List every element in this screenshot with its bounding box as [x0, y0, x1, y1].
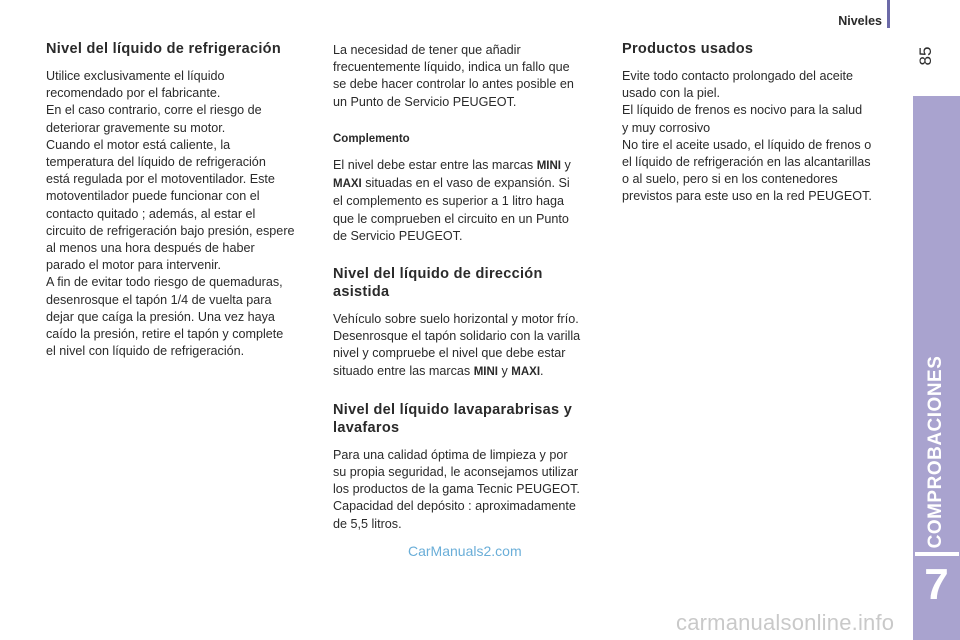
coolant-text: [46, 68, 322, 360]
column-coolant: [46, 40, 322, 360]
text-line: temperatura del líquido de refrigeración: [46, 155, 266, 170]
text-line: desenrosque el tapón 1/4 de vuelta para: [46, 292, 272, 307]
section-washer-fluid: [333, 401, 609, 533]
watermark-carmanuals2: CarManuals2.com: [408, 543, 522, 559]
watermark-carmanualsonline: carmanualsonline.info: [676, 610, 895, 635]
text-line: el líquido de refrigeración en las alcantarillas: [622, 155, 871, 170]
section-heading-coolant: Nivel del líquido de refrigeración: [46, 41, 281, 57]
mark-mini: MINI: [473, 365, 498, 378]
text-line: el complemento es superior a 1 litro haga: [333, 194, 565, 209]
mark-mini: MINI: [536, 160, 561, 173]
coolant-continuation: [333, 42, 609, 111]
text-line: Evite todo contacto prolongado del aceite: [622, 69, 854, 83]
text-line: Capacidad del depósito : aproximadamente: [333, 499, 576, 514]
text-line: Vehículo sobre suelo horizontal y motor frío.: [333, 312, 579, 327]
text-line: un Punto de Servicio PEUGEOT.: [333, 94, 517, 109]
section-heading-power-steering: Nivel del líquido de dirección asistida: [333, 266, 543, 301]
section-heading-washer-fluid: Nivel del líquido lavaparabrisas y lavafaros: [333, 401, 573, 436]
page-header-title: Niveles: [838, 14, 882, 28]
mark-maxi: MAXI: [333, 178, 362, 191]
chapter-number: 7: [924, 560, 949, 609]
section-heading-used-products: Productos usados: [622, 41, 754, 57]
text-line: los productos de la gama Tecnic PEUGEOT.: [333, 482, 580, 497]
text-line: motoventilador puede funcionar con el: [46, 189, 260, 204]
text-line: nivel y compruebe el nivel que debe estar: [333, 346, 566, 361]
text-line: de 5,5 litros.: [333, 516, 402, 531]
text-line: La necesidad de tener que añadir: [333, 43, 521, 57]
text-line: y muy corrosivo: [622, 120, 711, 135]
text-line: Para una calidad óptima de limpieza y por: [333, 447, 568, 462]
text-line: A fin de evitar todo riesgo de quemaduras,: [46, 275, 283, 290]
subheading-complemento: Complemento: [333, 132, 410, 145]
chapter-divider: [915, 552, 959, 556]
text-line: usado con la piel.: [622, 86, 721, 101]
text-line: Desenrosque el tapón solidario con la varilla: [333, 329, 581, 344]
section-complemento: [333, 131, 609, 245]
text-line: caído la presión, retire el tapón y complete: [46, 327, 284, 342]
text-line: MAXI situadas en el vaso de expansión. Si: [333, 176, 570, 191]
text-line: o al suelo, pero si en los contenedores: [622, 172, 838, 187]
text-line: dejar que caíga la presión. Una vez haya: [46, 309, 275, 324]
chapter-title: COMPROBACIONES: [925, 355, 946, 549]
text-line: el nivel con líquido de refrigeración.: [46, 344, 245, 359]
text-line: frecuentemente líquido, indica un fallo que: [333, 60, 570, 75]
text-line: circuito de refrigeración bajo presión, espere: [46, 223, 295, 238]
page-number: 85: [916, 46, 935, 66]
header-rule: [887, 0, 890, 28]
text-line: previstos para este uso en la red PEUGEOT.: [622, 189, 872, 204]
text-line: parado el motor para intervenir.: [46, 258, 222, 273]
text-line: se debe hacer controlar lo antes posible en: [333, 77, 574, 92]
text-line: que le comprueben el circuito en un Punto: [333, 211, 569, 226]
text-line: Cuando el motor está caliente, la: [46, 137, 231, 152]
text-line: No tire el aceite usado, el líquido de frenos o: [622, 137, 872, 152]
text-line: de Servicio PEUGEOT.: [333, 228, 463, 243]
text-line: situado entre las marcas MINI y MAXI.: [333, 363, 544, 378]
text-line: recomendado por el fabricante.: [46, 86, 221, 101]
text-line: deteriorar gravemente su motor.: [46, 120, 226, 135]
mark-maxi: MAXI: [511, 365, 541, 378]
text-line: está regulada por el motoventilador. Este: [46, 172, 275, 187]
column-levels: [333, 42, 609, 551]
text-line: En el caso contrario, corre el riesgo de: [46, 103, 262, 118]
text-line: Utilice exclusivamente el líquido: [46, 69, 225, 83]
text-line: su propia seguridad, le aconsejamos utilizar: [333, 465, 579, 480]
section-power-steering: [333, 265, 609, 381]
text-line: al menos una hora después de haber: [46, 241, 255, 256]
text-line: El nivel debe estar entre las marcas MINI y: [333, 158, 571, 173]
column-used-products: [622, 40, 900, 206]
text-line: El líquido de frenos es nocivo para la salud: [622, 103, 863, 118]
text-line: contacto quitado ; además, al estar el: [46, 206, 256, 221]
